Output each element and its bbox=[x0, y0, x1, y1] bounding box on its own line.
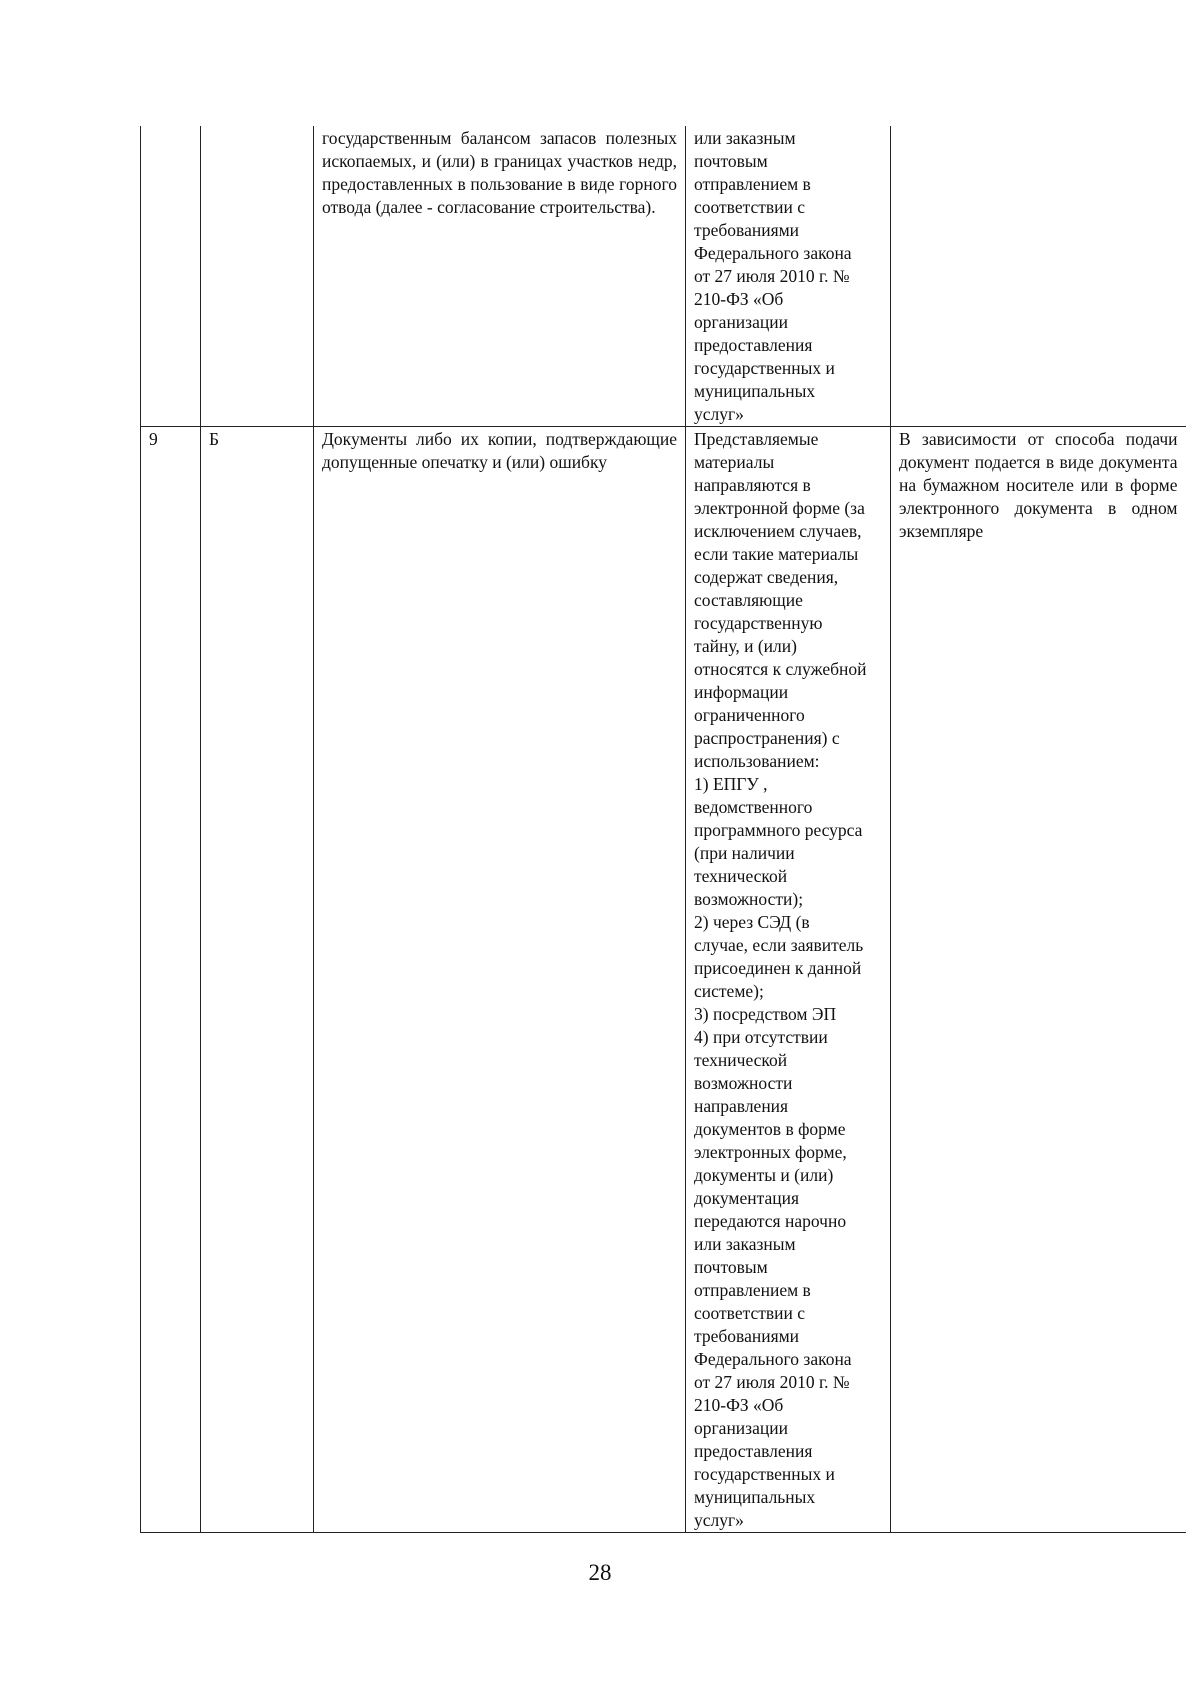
document-form-cell: В зависимости от способа подачи документ подается в виде документа на бумажном носителе или в форме электронного документа в одном экземпляре bbox=[891, 427, 1186, 1533]
row-number-cell bbox=[141, 126, 201, 427]
row-code-cell: Б bbox=[201, 427, 314, 1533]
document-form-cell bbox=[891, 126, 1186, 427]
documents-table bbox=[140, 126, 1186, 1533]
submission-method-cell: Представляемые материалы направляются в электронной форме (за исключением случаев, если такие материалы содержат сведения, составляющие государственную тайну, и (или) относятся к служебной информации ограниченного распространения) с использованием: 1) ЕПГУ , ведомственного программного ресурса (при наличии технической возможности); 2) через СЭД (в случае, если заявитель присоединен к данной системе); 3) посредством ЭП 4) при отсутствии технической возможности направления документов в форме электронных форме, документы и (или) документация передаются нарочно или заказным почтовым отправлением в соответствии с требованиями Федерального закона от 27 июля 2010 г. № 210-ФЗ «Об организации предоставления государственных и муниципальных услуг» bbox=[686, 427, 891, 1533]
row-code-cell bbox=[201, 126, 314, 427]
submission-method-cell: или заказным почтовым отправлением в соответствии с требованиями Федерального закона от 27 июля 2010 г. № 210-ФЗ «Об организации предоставления государственных и муниципальных услуг» bbox=[686, 126, 891, 427]
page-number: 28 bbox=[588, 1560, 612, 1585]
document-description-cell: государственным балансом запасов полезных ископаемых, и (или) в границах участков недр, предоставленных в пользование в виде горного отвода (далее - согласование строительства). bbox=[314, 126, 686, 427]
row-number-cell: 9 bbox=[141, 427, 201, 1533]
table-row bbox=[141, 126, 1186, 427]
table-row bbox=[141, 427, 1186, 1533]
document-description-cell: Документы либо их копии, подтверждающие допущенные опечатку и (или) ошибку bbox=[314, 427, 686, 1533]
